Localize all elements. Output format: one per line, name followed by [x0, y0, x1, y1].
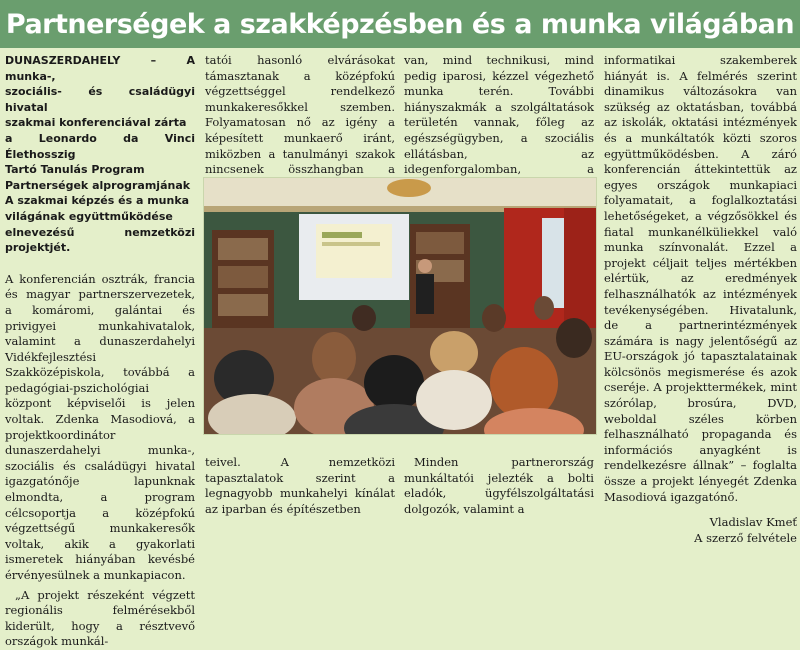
body-paragraph: „A projekt részeként végzett regionális felmérésekből kiderült, hogy a résztvevő országok munkál- [5, 587, 195, 649]
lead-paragraph [5, 53, 195, 256]
body-paragraph: Minden partnerország munkáltatói jelezték a bolti eladók, ügyfélszolgáltatási dolgozók, valamint a [404, 455, 594, 516]
column-3-bottom [404, 455, 594, 517]
body-paragraph: van, mind technikusi, mind pedig iparosi, kézzel végezhető munka terén. További hiányszakmák a szolgáltatások területén vannak, főleg az egészségügyben, a szociális ellátásban, az idegenforgalomban, a [404, 53, 594, 177]
lead-line: szociális- és családügyi hivatal [5, 85, 195, 114]
column-2-top [205, 53, 395, 193]
body-paragraph: teivel. A nemzetközi tapasztalatok szerint a legnagyobb munkahelyi kínálat az iparban és építészetben [205, 455, 395, 516]
article-headline: Partnerségek a szakképzésben és a munka világában [5, 8, 795, 40]
column-1 [5, 53, 195, 650]
author-name: Vladislav Kmeť [709, 515, 797, 530]
conference-photo [203, 177, 597, 435]
lead-line: elnevezésű nemzetközi projektjét. [5, 225, 195, 255]
lead-line: A szakmai képzés és a munka [5, 194, 190, 208]
body-paragraph: A konferencián osztrák, francia és magyar partnerszervezetek, a komáromi, galántai és privigyei munkahivatalok, valamint a dunaszerdahelyi Vidékfejlesztési Szakközépiskola, továbbá a pedagógiai-pszichológiai központ képviselői is jelen voltak. Zdenka Masodiová, a projektkoordinátor dunaszerdahelyi munka-, szociális és családügyi hivatal igazgatónője lapunknak elmondta, a program célcsoportja a középfokú végzettségű munkakeresők voltak, akik a gyakorlati ismeretek hiányában kevésbé érvényesülnek a munkapiacon. [5, 271, 195, 582]
headline-banner [0, 0, 800, 48]
body-paragraph: informatikai szakemberek hiányát is. A felmérés szerint dinamikus változásokra van szükség az oktatásban, továbbá az iskolák, oktatási intézmények és a munkáltatók közti szoros együttműködésben. A záró konferencián áttekintettük az egyes országok munkapiaci folyamatait, a foglalkoztatási lehetőségeket, a végzősökkel és fiatal munkanélküliekkel való munka színvonalát. Ezzel a projekt céljait teljes mértékben elértük, az eredmények felhasználhatók az intézmények tevékenységében. Hivatalunk, de a partnerintézmények számára is nagy jelentőségű az EU-országok jó tapasztalatainak kölcsönös megismerése és azok cseréje. A projekttermékek, mint szórólap, brosúra, DVD, weboldal széles körben felhasználható propaganda és információs anyagként is rendelkezésre állnak” – foglalta össze a projekt lényegét Zdenka Masodiová igazgatónő. [604, 53, 797, 504]
body-paragraph: tatói hasonló elvárásokat támasztanak a középfokú végzettséggel rendelkező munkakeresőkkel szemben. Folyamatosan nő az igény a képesített munkaerő iránt, miközben a tanulmányi szakok nincsenek összhangban a [205, 53, 395, 177]
column-4 [604, 53, 797, 546]
lead-line: a Leonardo da Vinci Élethosszig [5, 131, 195, 161]
lead-line: Partnerségek alprogramjának [5, 178, 191, 192]
photo-credit: A szerző felvétele [694, 530, 797, 545]
lead-line: szakmai konferenciával zárta [5, 116, 187, 130]
lead-line: világának együttműködése [5, 209, 173, 223]
lead-line: Tartó Tanulás Program [5, 163, 145, 177]
lead-line: DUNASZERDAHELY – A munka-, [5, 54, 195, 83]
column-2-bottom [205, 455, 395, 517]
